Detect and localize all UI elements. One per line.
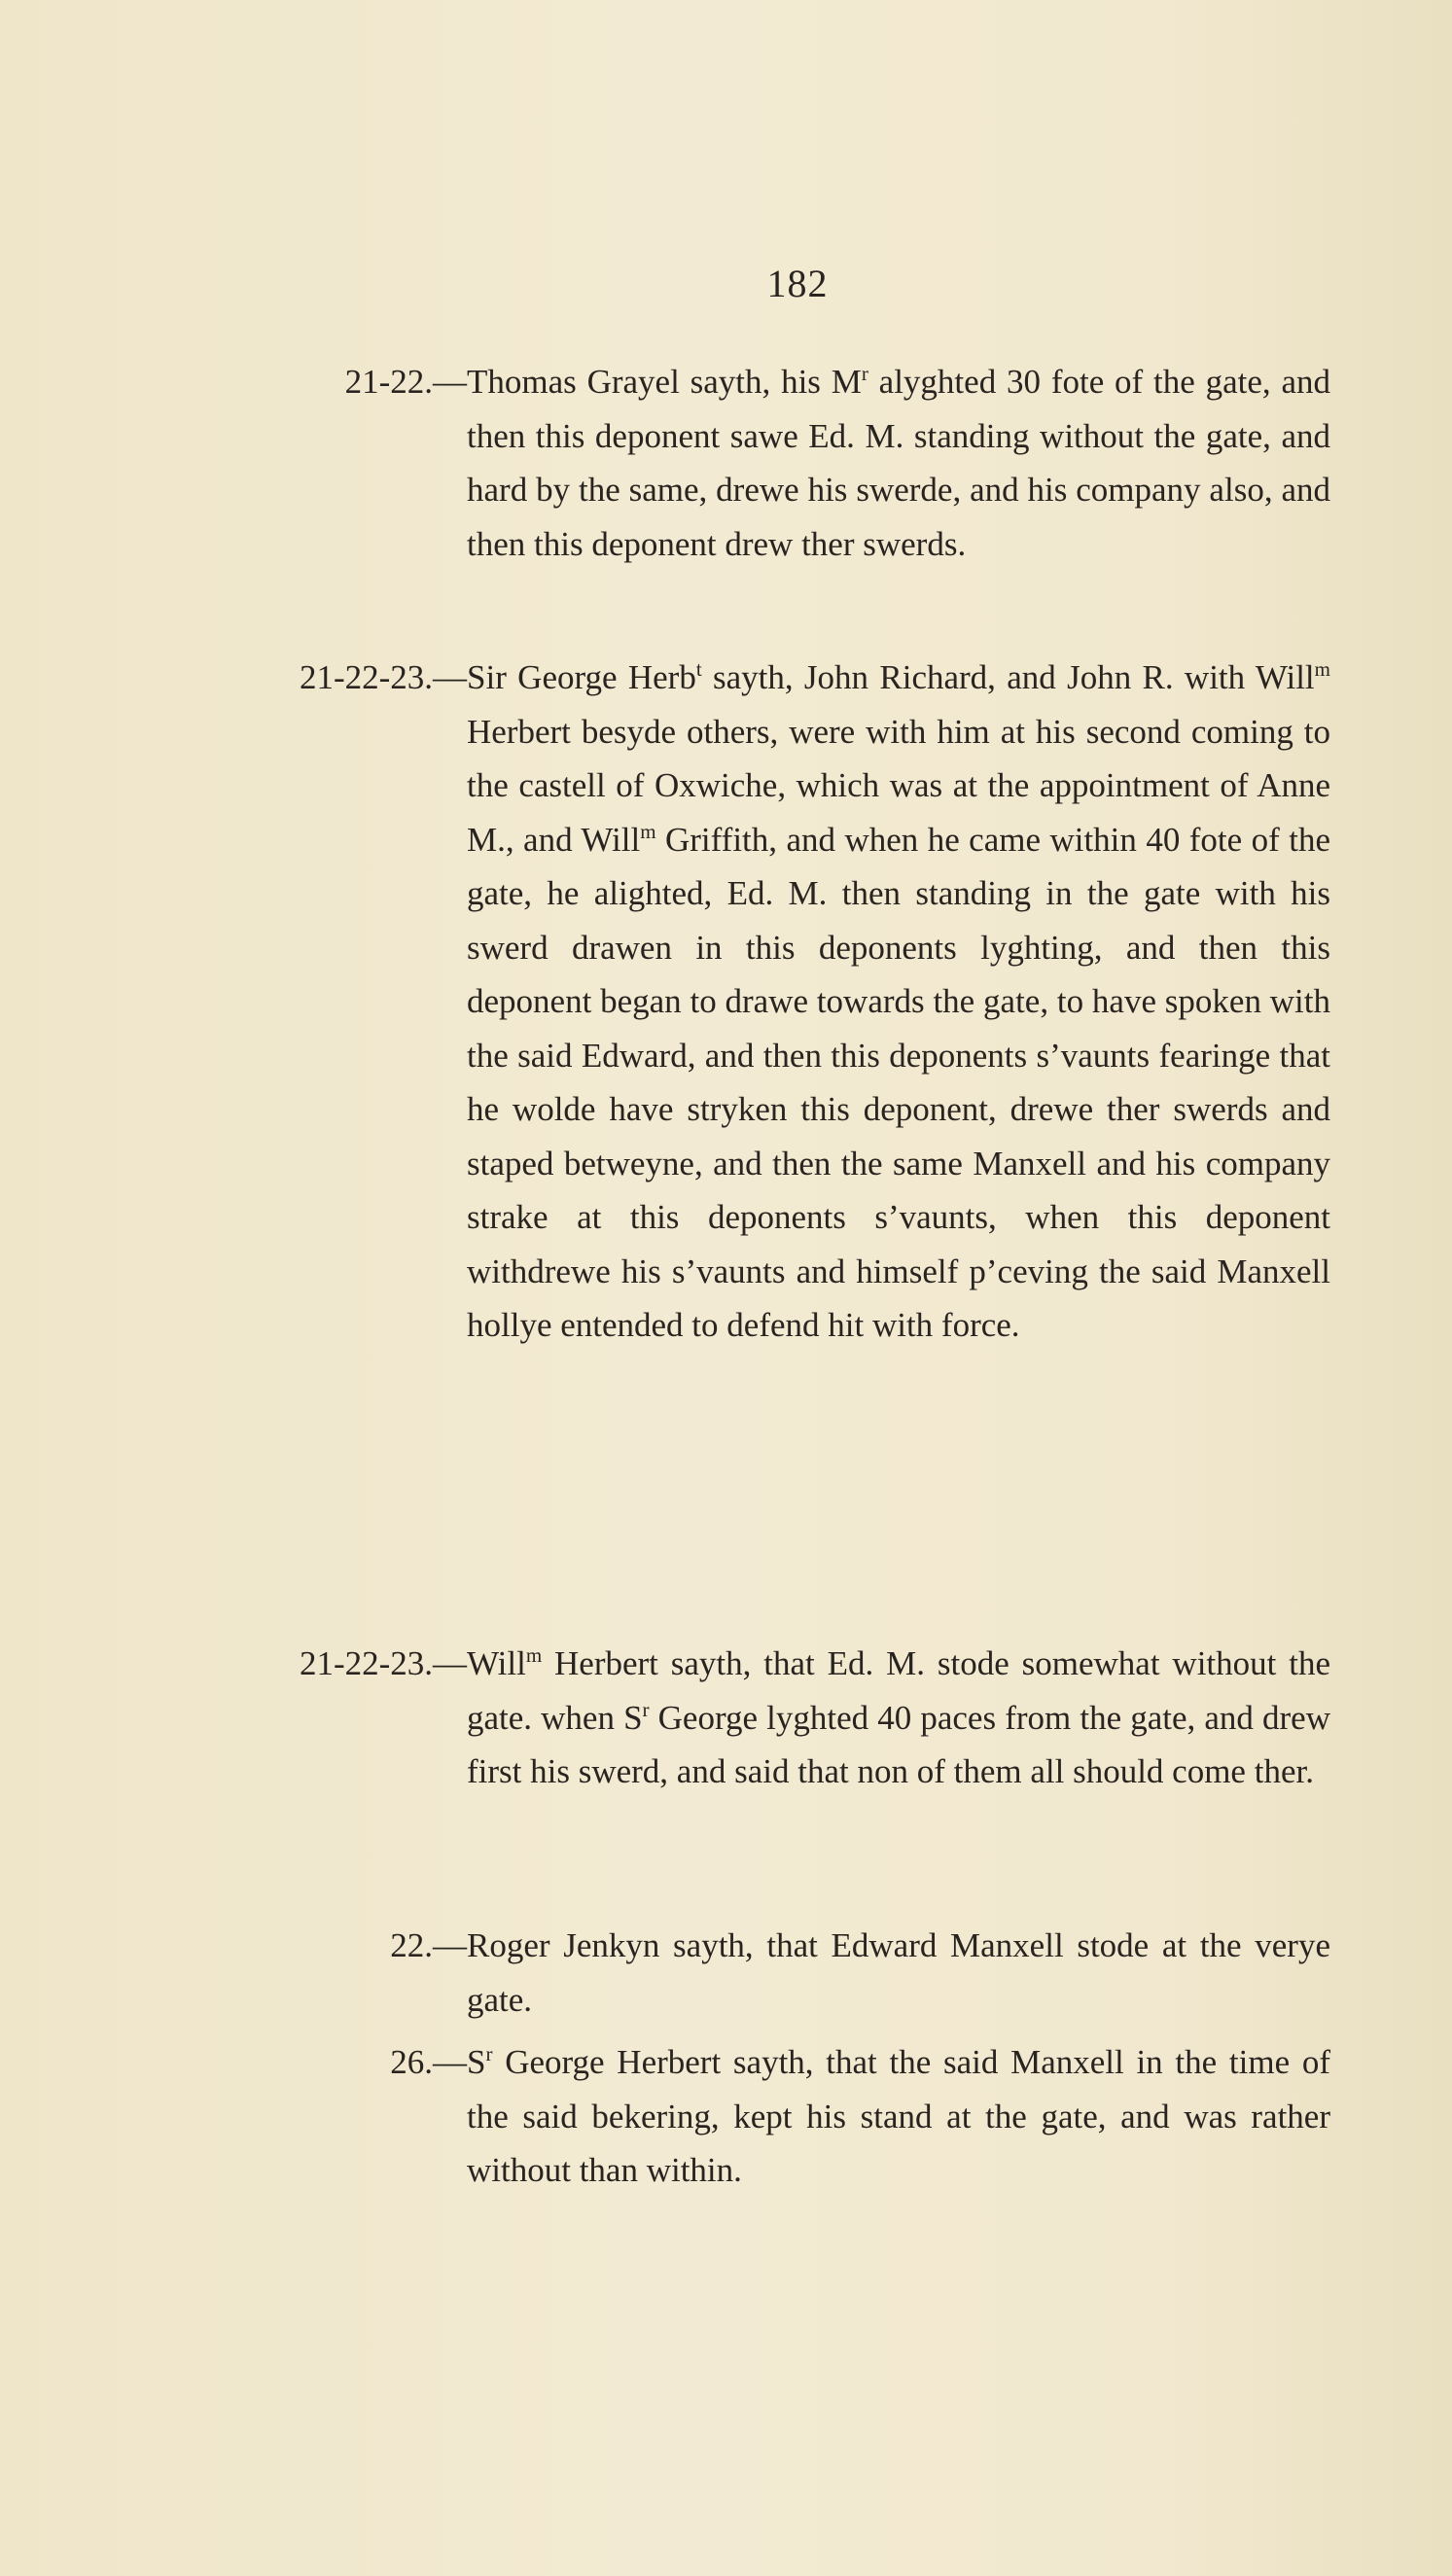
text-run: Sir George Herb (467, 658, 696, 696)
article-reference: 21-22-23.— (299, 1644, 467, 1682)
deposition-entry (390, 2035, 1330, 2198)
text-run: Griffith, and when he came within 40 fote of the gate, he alighted, Ed. M. then standing in the gate with his swerd drawen in this deponents lyghting, and then this deponent began to drawe towards the gate, to have spoken with the said Edward, and then this deponents s’vaunts fearinge that he wolde have stryken this deponent, drewe ther swerds and staped betweyne, and then the same Manxell and his company strake at this deponents s’vaunts, when this deponent withdrewe his s’vaunts and himself p’ceving the said Manxell hollye entended to defend hit with force. (467, 820, 1330, 1344)
article-reference: 21-22-23.— (299, 658, 467, 696)
superscript-abbreviation: m (640, 819, 656, 843)
deposition-entry (390, 1919, 1330, 2027)
superscript-abbreviation: m (1314, 657, 1330, 681)
text-run: George Herbert sayth, that the said Manxell in the time of the said bekering, kept his stand at the gate, and was rather without than within. (467, 2043, 1330, 2189)
deposition-entry (299, 651, 1330, 1353)
text-run: Herbert sayth, that Ed. M. stode somewhat without the gate. when S (467, 1644, 1330, 1737)
text-run: sayth, John Richard, and John R. with Will (701, 658, 1315, 696)
deposition-text (467, 1926, 1330, 2019)
deposition-text (467, 2043, 1330, 2189)
superscript-abbreviation: r (861, 362, 868, 385)
text-run: Will (467, 1644, 526, 1682)
text-run: George lyghted 40 paces from the gate, and drew first his swerd, and said that non of them all should come ther. (467, 1698, 1330, 1790)
superscript-abbreviation: t (695, 657, 702, 681)
text-run: Thomas Grayel sayth, his M (467, 363, 862, 401)
article-reference: 26.— (390, 2043, 467, 2081)
page-number: 182 (766, 262, 829, 305)
superscript-abbreviation: r (642, 1697, 650, 1721)
deposition-text (467, 363, 1330, 563)
text-run: S (467, 2043, 486, 2081)
article-reference: 21-22.— (344, 363, 467, 401)
superscript-abbreviation: r (485, 2042, 493, 2065)
deposition-text (467, 658, 1330, 1344)
text-run: alyghted 30 fote of the gate, and then this deponent sawe Ed. M. standing without the gate, and hard by the same, drewe his swerde, and his company also, and then this deponent drew ther swerds. (467, 363, 1331, 563)
text-run: Herbert besyde others, were with him at his second coming to the castell of Oxwiche, which was at the appointment of Anne M., and Will (467, 712, 1330, 859)
text-run: Roger Jenkyn sayth, that Edward Manxell stode at the verye gate. (467, 1926, 1330, 2019)
deposition-entry (344, 355, 1331, 571)
deposition-text (467, 1644, 1330, 1790)
superscript-abbreviation: m (525, 1643, 543, 1667)
deposition-entry (299, 1637, 1330, 1799)
article-reference: 22.— (390, 1926, 467, 1964)
